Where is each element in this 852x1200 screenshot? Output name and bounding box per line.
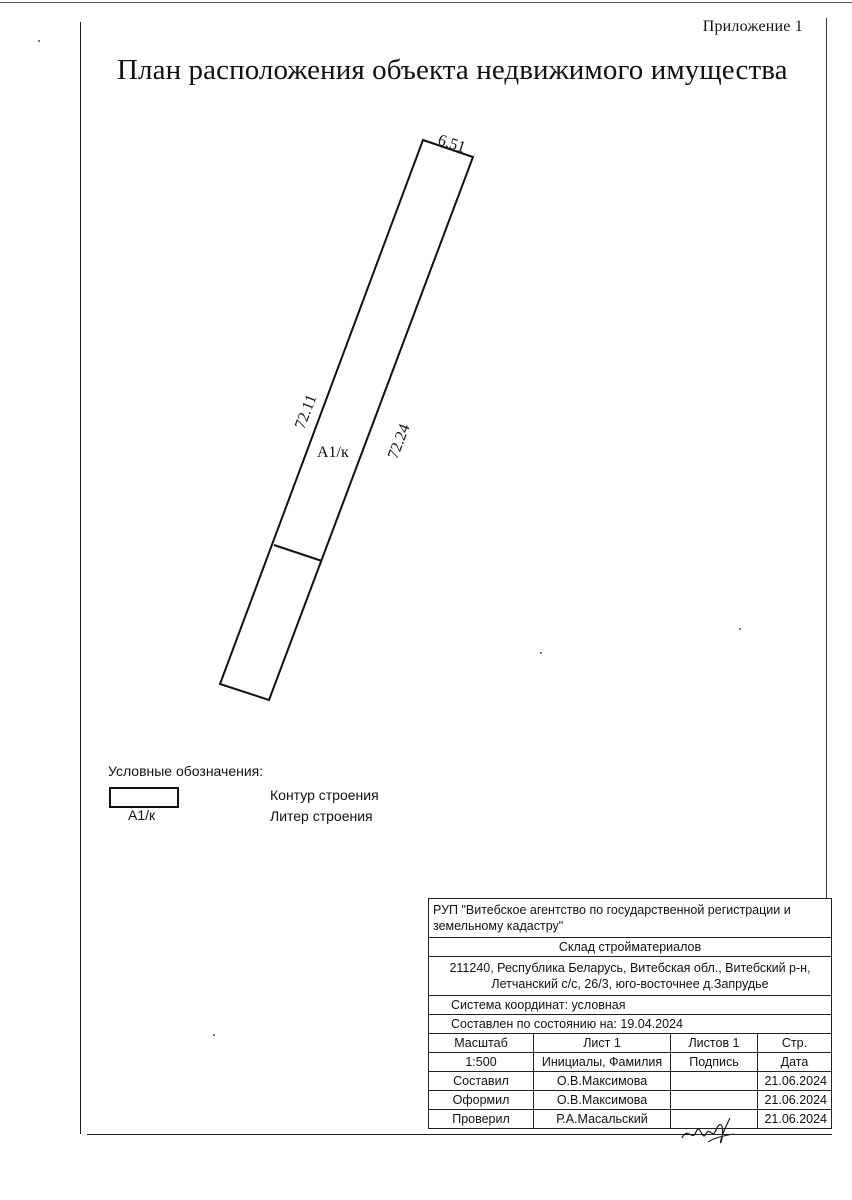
stamp-date: 21.06.2024 — [758, 1072, 832, 1091]
legend-heading: Условные обозначения: — [108, 763, 264, 779]
stamp-date: 21.06.2024 — [758, 1091, 832, 1110]
stamp-as-of-date: Составлен по состоянию на: 19.04.2024 — [429, 1015, 832, 1034]
dimension-top: 6.51 — [435, 131, 468, 157]
scan-speck — [540, 652, 542, 654]
page-title: План расположения объекта недвижимого имущества — [117, 54, 788, 86]
stamp-coordinate-system: Система координат: условная — [429, 996, 832, 1015]
stamp-address: 211240, Республика Беларусь, Витебская обл., Витебский р-н, Летчанский с/с, 26/3, юго-восточнее д.Запрудье — [429, 957, 832, 996]
building-contour — [220, 140, 473, 700]
stamp-date-header: Дата — [758, 1053, 832, 1072]
legend-litera-description: Литер строения — [270, 808, 373, 824]
title-block-stamp — [428, 898, 832, 1129]
legend-contour-description: Контур строения — [270, 787, 379, 803]
stamp-scale-value: 1:500 — [429, 1053, 534, 1072]
dimension-right: 72.24 — [384, 421, 414, 462]
stamp-sheet-header: Лист 1 — [534, 1034, 671, 1053]
legend-litera-symbol: А1/к — [128, 807, 156, 823]
stamp-date: 21.06.2024 — [758, 1110, 832, 1129]
stamp-row — [429, 1091, 832, 1110]
stamp-sheets-header: Листов 1 — [671, 1034, 758, 1053]
stamp-name: О.В.Максимова — [534, 1091, 671, 1110]
stamp-row — [429, 1110, 832, 1129]
stamp-role: Составил — [429, 1072, 534, 1091]
scan-speck — [213, 1034, 215, 1036]
stamp-name: О.В.Максимова — [534, 1072, 671, 1091]
stamp-signature-cell — [671, 1072, 758, 1091]
stamp-scale-header: Масштаб — [429, 1034, 534, 1053]
stamp-page-header: Стр. — [758, 1034, 832, 1053]
dimension-left: 72.11 — [291, 392, 321, 432]
stamp-role: Оформил — [429, 1091, 534, 1110]
building-litera-label: А1/к — [317, 444, 349, 461]
scan-speck — [38, 40, 40, 42]
legend-contour-symbol — [109, 787, 179, 808]
handwritten-signature — [678, 1112, 738, 1152]
stamp-role: Проверил — [429, 1110, 534, 1129]
stamp-name: Р.А.Масальский — [534, 1110, 671, 1129]
stamp-signature-cell — [671, 1091, 758, 1110]
appendix-label: Приложение 1 — [702, 18, 803, 35]
scan-speck — [739, 628, 741, 630]
stamp-signature-header: Подпись — [671, 1053, 758, 1072]
stamp-object-name: Склад стройматериалов — [429, 938, 832, 957]
building-section-divider — [274, 545, 322, 561]
stamp-organization: РУП "Витебское агентство по государственной регистрации и земельному кадастру" — [429, 899, 832, 938]
stamp-initials-header: Инициалы, Фамилия — [534, 1053, 671, 1072]
stamp-row — [429, 1072, 832, 1091]
